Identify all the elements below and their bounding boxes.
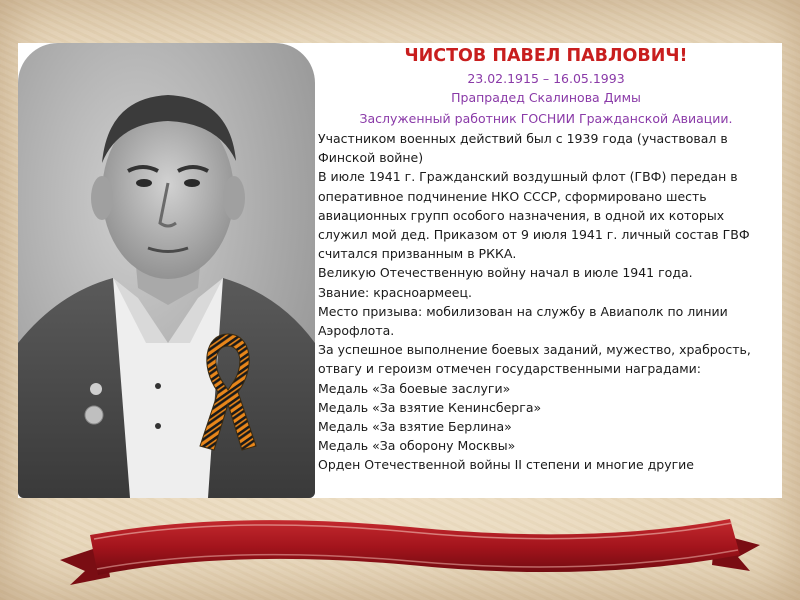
award-line: Медаль «За боевые заслуги»: [318, 380, 511, 396]
bio-line: считался призванным в РККА.: [318, 246, 517, 262]
award-line: Медаль «За взятие Кенинсберга»: [318, 399, 542, 415]
biography-block: [318, 45, 774, 475]
bio-line: авиационных групп особого назначения, в одной их которых: [318, 207, 725, 223]
bio-line: Участником военных действий был с 1939 года (участвовал в: [318, 131, 728, 146]
bio-line: За успешное выполнение боевых заданий, мужество, храбрость,: [318, 342, 751, 358]
bio-line: оперативное подчинение НКО СССР, сформировано шесть: [318, 188, 707, 204]
person-name: ЧИСТОВ ПАВЕЛ ПАВЛОВИЧ!: [404, 46, 688, 66]
bio-line: отвагу и героизм отмечен государственными наградами:: [318, 361, 702, 377]
bio-line: служил мой дед. Приказом от 9 июля 1941 г. личный состав ГВФ: [318, 227, 750, 243]
bio-line: В июле 1941 г. Гражданский воздушный флот (ГВФ) передан в: [318, 169, 738, 185]
bio-line: Место призыва: мобилизован на службу в Авиаполк по линии: [318, 303, 728, 319]
bio-line: Звание: красноармеец.: [318, 284, 472, 300]
award-line: Медаль «За оборону Москвы»: [318, 438, 516, 454]
red-banner-ribbon: [50, 505, 770, 590]
award-line: Медаль «За взятие Берлина»: [318, 419, 512, 435]
bio-line: Великую Отечественную войну начал в июле 1941 года.: [318, 265, 693, 281]
honor-line: Заслуженный работник ГОСНИИ Гражданской Авиации.: [359, 111, 733, 126]
bio-line: Аэрофлота.: [318, 323, 395, 339]
life-dates: 23.02.1915 – 16.05.1993: [467, 71, 625, 86]
bio-line: Финской войне): [318, 150, 424, 166]
portrait-photo: [18, 43, 315, 498]
st-george-ribbon-icon: [196, 328, 260, 452]
award-line: Орден Отечественной войны II степени и многие другие: [318, 457, 694, 473]
relation-line: Прапрадед Скалинова Димы: [451, 90, 641, 105]
portrait-illustration: [18, 43, 315, 498]
